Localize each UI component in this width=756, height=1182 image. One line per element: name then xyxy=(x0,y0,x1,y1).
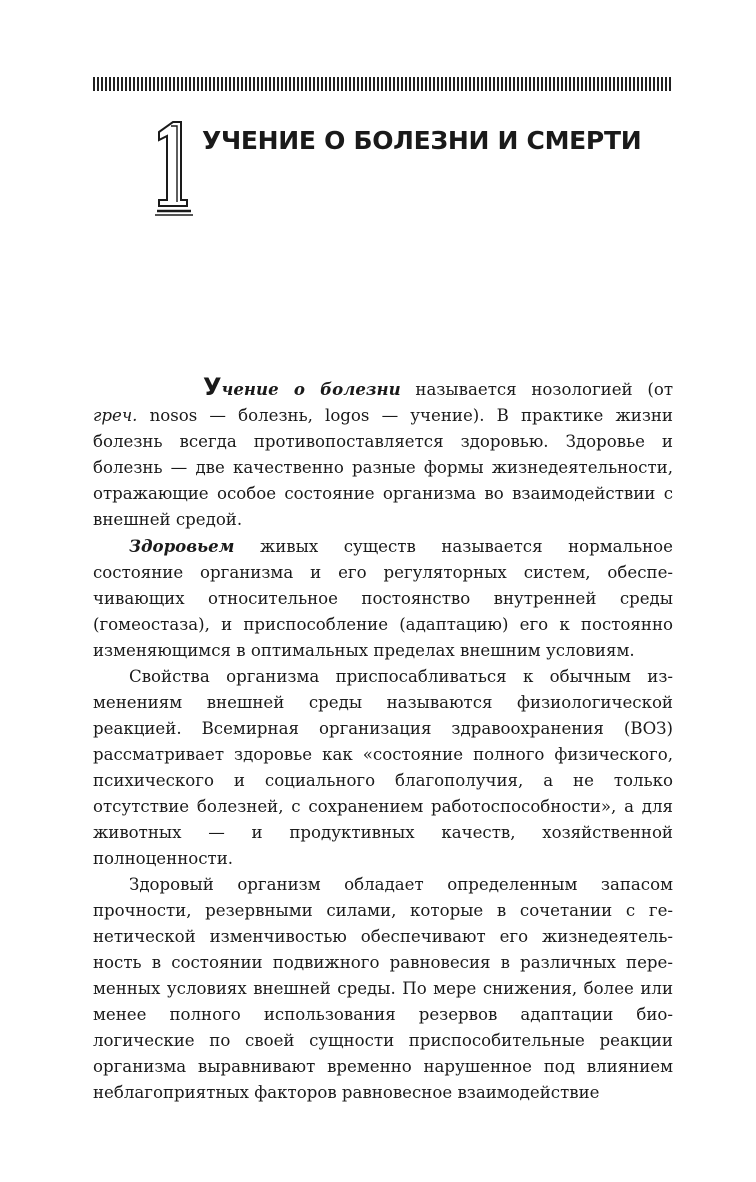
chapter-title: УЧЕНИЕ О БОЛЕЗНИ И СМЕРТИ xyxy=(202,126,642,155)
term-nosology: чение о болезни xyxy=(221,379,401,399)
paragraph-1-text-a: называется нозологией (от xyxy=(400,380,673,399)
paragraph-3: Свойства организма приспосабливаться к обычным изменениям внешней среды называются физиологической реакцией. Всемирная организация здравоохранения (ВОЗ) рассматривает здоровье как «состояние полного физического, психического и социального благополучия, а не только отсутствие болезней, с сохранением работоспособности», а для животных — и продуктивных качеств, хозяйственной полноценности. xyxy=(93,667,673,868)
term-health: Здоровьем xyxy=(129,536,235,556)
paragraph-2-text: живых существ называется нормальное состояние организма и его регуляторных систем, обеспечивающих относительное постоянство внутренней среды (гомеостаза), и приспособление (адаптацию) его к постоянно изменяющимся в оптимальных пределах внешним условиям. xyxy=(93,537,673,660)
language-abbrev: греч. xyxy=(93,406,138,425)
paragraph-1-text-b: nosos — болезнь, logos — учение). В практике жизни болезнь всегда противопоставляется здоровью. Здоровье и болезнь — две качественно разные формы жизнедеятельности, отражающие особое состояние организма во взаимодействии с внешней средой. xyxy=(93,406,673,529)
paragraph-1 xyxy=(93,374,673,533)
chapter-number xyxy=(153,118,193,216)
header-rule xyxy=(93,77,673,91)
paragraph-2 xyxy=(93,533,673,664)
body-text xyxy=(93,374,673,1106)
drop-cap: У xyxy=(203,373,222,401)
chapter-number-glyph xyxy=(153,118,193,216)
paragraph-4: Здоровый организм обладает определенным запасом прочности, резервными силами, которые в сочетании с генетической изменчивостью обеспечивают его жизнедеятельность в состоянии подвижного равновесия в различных переменных условиях внешней среды. По мере снижения, более или менее полного использования резервов адаптации биологические по своей сущности приспособительные реакции организма выравнивают временно нарушенное под влиянием неблагоприятных факторов равновесное взаимодействие xyxy=(93,875,673,1102)
